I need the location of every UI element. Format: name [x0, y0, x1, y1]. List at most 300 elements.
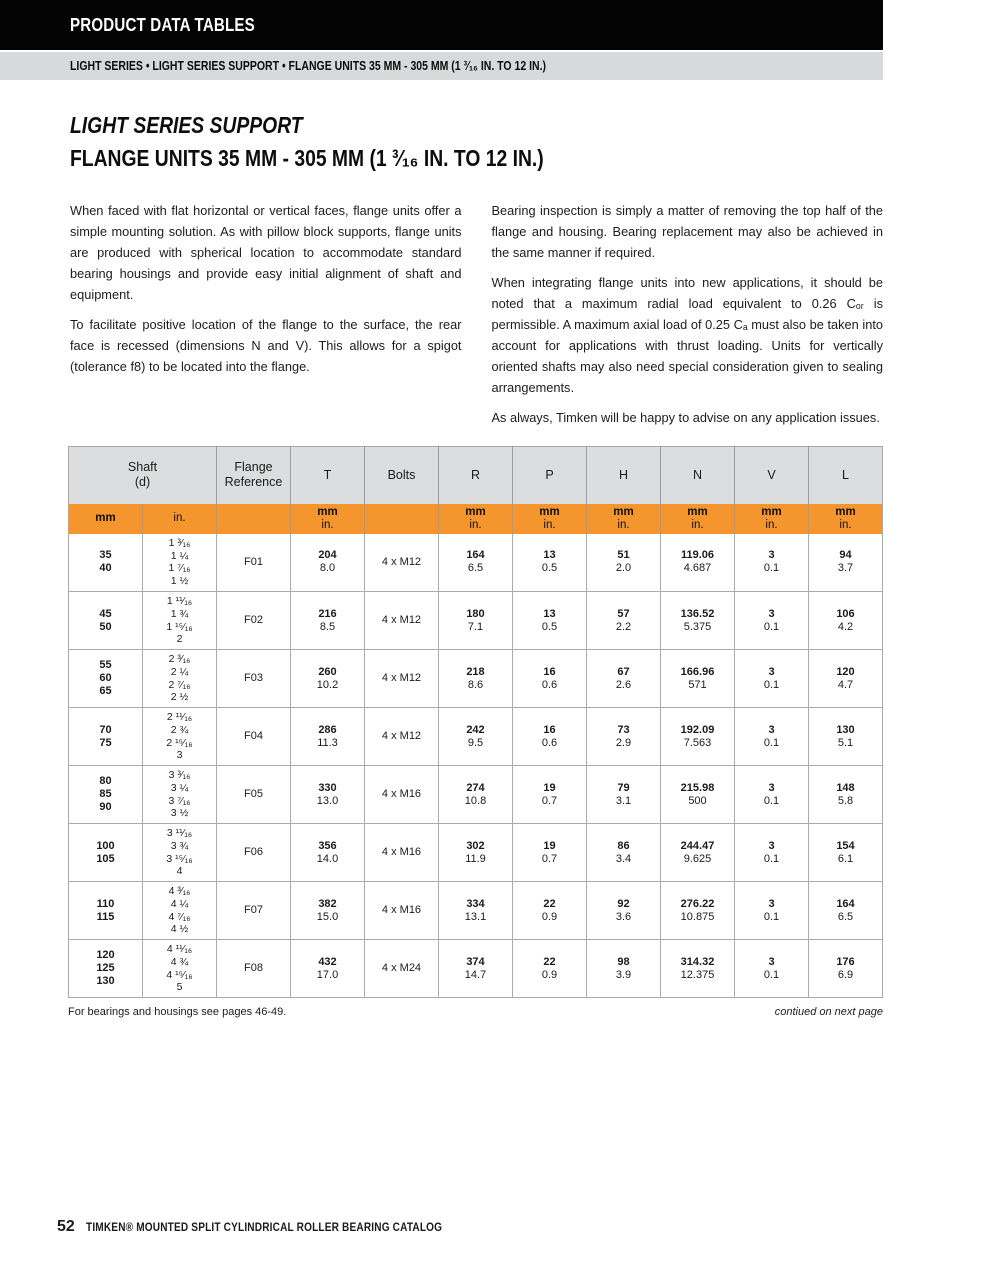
shaft-mm-value: 110 [96, 897, 115, 910]
shaft-mm-value: 130 [96, 975, 115, 987]
dimension-mm-value: 22 [543, 955, 556, 968]
dimension-in-value: 0.1 [763, 910, 780, 923]
dimension-mm-value: 244.47 [680, 839, 715, 852]
flange-reference-cell [217, 882, 291, 940]
shaft-in-value: 1 ¾ [170, 607, 189, 620]
dimension-mm-value: 166.96 [680, 665, 715, 678]
shaft-in-cell [143, 882, 217, 940]
dimension-v-cell [735, 708, 809, 766]
dimension-mm-value: 98 [617, 955, 630, 968]
catalog-title: TIMKEN® MOUNTED SPLIT CYLINDRICAL ROLLER BEARING CATALOG [85, 1220, 442, 1234]
dimension-mm-value: 374 [466, 955, 485, 968]
bolts-value: 4 x M12 [381, 555, 422, 568]
section-title-line2: FLANGE UNITS 35 MM - 305 MM (1 ³⁄₁₆ IN. TO 12 IN.) [70, 145, 544, 171]
shaft-in-value: 2 ¹¹⁄₁₆ [166, 711, 193, 724]
shaft-mm-cell [69, 534, 143, 592]
dimension-in-value: 3.1 [615, 794, 632, 807]
unit-cell: mm in. [735, 504, 809, 534]
dimension-in-value: 0.1 [763, 794, 780, 807]
dimension-mm-value: 51 [617, 549, 630, 562]
dimension-in-value: 17.0 [316, 968, 339, 981]
unit-cell: mm in. [439, 504, 513, 534]
table-row [69, 766, 883, 824]
dimension-mm-value: 120 [836, 665, 855, 678]
shaft-mm-value: 115 [96, 910, 115, 923]
dimension-in-value: 2.0 [615, 562, 632, 575]
flange-reference-cell [217, 940, 291, 998]
dimension-h-cell [587, 766, 661, 824]
dimension-in-value: 14.7 [464, 968, 487, 981]
dimension-mm-value: 79 [617, 781, 630, 794]
shaft-mm-cell [69, 592, 143, 650]
shaft-mm-cell [69, 766, 143, 824]
dimension-in-value: 0.9 [541, 968, 558, 981]
dimension-in-value: 5.375 [683, 620, 712, 633]
bolts-value: 4 x M16 [381, 788, 422, 800]
dimension-in-value: 9.625 [683, 852, 712, 865]
dimension-r-cell [439, 650, 513, 708]
shaft-mm-value: 35 [99, 549, 112, 562]
dimension-mm-value: 176 [836, 955, 855, 968]
dimension-in-value: 10.875 [680, 910, 715, 923]
flange-reference-value: F01 [244, 555, 263, 568]
dimension-n-cell [661, 824, 735, 882]
table-body [69, 534, 883, 998]
dimension-in-value: 11.9 [465, 852, 486, 865]
shaft-mm-value: 65 [99, 685, 112, 697]
table-footnotes [68, 1006, 883, 1018]
dimension-in-value: 3.6 [615, 910, 632, 923]
dimension-in-value: 5.8 [837, 794, 854, 807]
shaft-in-cell [143, 766, 217, 824]
bolts-value: 4 x M16 [381, 904, 422, 916]
dimension-t-cell [291, 824, 365, 882]
dimension-mm-value: 3 [768, 723, 775, 736]
col-header-l: L [809, 447, 883, 504]
shaft-mm-value: 85 [99, 788, 112, 800]
shaft-mm-value: 75 [99, 736, 112, 749]
shaft-in-cell [143, 824, 217, 882]
dimension-in-value: 0.7 [541, 852, 558, 865]
dimension-in-value: 0.1 [763, 968, 780, 981]
shaft-in-value: 2 ⁷⁄₁₆ [168, 678, 191, 691]
dimension-mm-value: 192.09 [680, 723, 715, 736]
dimension-t-cell [291, 940, 365, 998]
bolts-cell [365, 534, 439, 592]
bolts-cell [365, 882, 439, 940]
shaft-in-value: 2 ¹⁵⁄₁₆ [166, 736, 193, 749]
shaft-mm-value: 55 [99, 659, 112, 671]
dimension-in-value: 13.1 [464, 910, 487, 923]
dimension-p-cell [513, 592, 587, 650]
shaft-in-value: 4 [176, 865, 183, 878]
dimension-mm-value: 16 [543, 665, 556, 678]
dimension-mm-value: 382 [318, 897, 337, 910]
shaft-in-value: 4 ¼ [170, 897, 189, 910]
dimension-l-cell [809, 708, 883, 766]
dimension-v-cell [735, 824, 809, 882]
dimension-t-cell [291, 708, 365, 766]
dimension-t-cell [291, 534, 365, 592]
bolts-value: 4 x M12 [381, 614, 422, 626]
dimension-v-cell [735, 766, 809, 824]
shaft-in-value: 3 [176, 749, 183, 762]
dimension-v-cell [735, 592, 809, 650]
dimension-t-cell [291, 766, 365, 824]
dimension-in-value: 5.1 [837, 736, 854, 749]
dimension-p-cell [513, 766, 587, 824]
dimension-mm-value: 16 [543, 723, 556, 736]
dimension-mm-value: 302 [466, 839, 485, 852]
dimension-mm-value: 260 [318, 665, 337, 678]
breadcrumb-bar [0, 52, 883, 80]
flange-reference-value: F04 [244, 730, 263, 742]
shaft-in-value: 3 ½ [170, 807, 189, 820]
dimension-v-cell [735, 650, 809, 708]
unit-cell: mm in. [587, 504, 661, 534]
dimension-mm-value: 3 [768, 781, 775, 794]
dimension-l-cell [809, 882, 883, 940]
dimension-mm-value: 204 [318, 549, 337, 562]
dimension-in-value: 0.1 [763, 678, 780, 691]
shaft-in-value: 2 ¾ [170, 723, 189, 736]
dimension-r-cell [439, 592, 513, 650]
dimension-r-cell [439, 766, 513, 824]
dimension-in-value: 571 [688, 678, 707, 691]
dimension-p-cell [513, 882, 587, 940]
bolts-value: 4 x M12 [381, 672, 422, 684]
dimension-in-value: 3.9 [615, 968, 632, 981]
dimension-in-value: 15.0 [316, 910, 339, 923]
dimension-in-value: 0.1 [763, 620, 780, 633]
shaft-mm-value: 60 [99, 672, 112, 684]
flange-reference-cell [217, 824, 291, 882]
shaft-in-value: 3 ¾ [170, 839, 189, 852]
dimension-t-cell [291, 882, 365, 940]
shaft-mm-value: 100 [96, 839, 115, 852]
dimension-mm-value: 148 [836, 781, 855, 794]
shaft-in-value: 1 ⁷⁄₁₆ [168, 562, 191, 575]
intro-text [70, 200, 883, 437]
dimension-mm-value: 218 [466, 665, 485, 678]
dimension-in-value: 7.1 [467, 620, 484, 633]
intro-paragraph: As always, Timken will be happy to advise on any application issues. [491, 410, 880, 425]
dimension-in-value: 11.3 [317, 736, 338, 749]
shaft-in-value: 1 ¹¹⁄₁₆ [166, 595, 193, 608]
bolts-value: 4 x M16 [381, 846, 422, 858]
shaft-mm-cell [69, 940, 143, 998]
intro-column-right [492, 200, 884, 437]
dimension-in-value: 0.5 [541, 620, 558, 633]
dimension-mm-value: 67 [617, 665, 630, 678]
dimension-in-value: 0.7 [541, 794, 558, 807]
unit-cell: mm in. [291, 504, 365, 534]
intro-paragraph: When integrating flange units into new applications, it should be noted that a maximum radial load equivalent to 0.26 Cₒᵣ is permissible. A maximum axial load of 0.25 Cₐ must also be taken into account for applications with thrust loading. Units for vertically oriented shafts may also need special consideration given to sealing arrangements. [491, 275, 883, 395]
column-header-row [69, 447, 883, 504]
dimension-mm-value: 3 [768, 897, 775, 910]
dimension-in-value: 2.2 [615, 620, 632, 633]
shaft-mm-value: 105 [96, 852, 115, 865]
dimension-mm-value: 19 [543, 781, 556, 794]
dimension-in-value: 6.5 [837, 910, 854, 923]
bolts-cell [365, 824, 439, 882]
dimension-l-cell [809, 534, 883, 592]
shaft-in-cell [143, 940, 217, 998]
dimension-mm-value: 86 [617, 839, 630, 852]
dimension-h-cell [587, 650, 661, 708]
col-header-t: T [291, 447, 365, 504]
shaft-mm-value: 40 [99, 562, 112, 575]
shaft-in-value: 4 ³⁄₁₆ [168, 885, 191, 898]
product-data-table [68, 446, 883, 998]
dimension-n-cell [661, 766, 735, 824]
bolts-value: 4 x M24 [381, 962, 422, 974]
shaft-in-value: 4 ⁷⁄₁₆ [168, 910, 191, 923]
shaft-in-value: 2 ¼ [170, 665, 189, 678]
shaft-mm-cell [69, 882, 143, 940]
flange-reference-value: F05 [244, 788, 263, 800]
shaft-in-value: 4 ¾ [170, 955, 189, 968]
table-row [69, 592, 883, 650]
dimension-n-cell [661, 882, 735, 940]
unit-cell-shaft-in: in. [143, 504, 217, 534]
dimension-r-cell [439, 824, 513, 882]
shaft-mm-value: 70 [99, 723, 112, 736]
unit-cell: mm in. [513, 504, 587, 534]
section-title-line1: LIGHT SERIES SUPPORT [70, 112, 303, 138]
dimension-in-value: 12.375 [680, 968, 715, 981]
shaft-in-cell [143, 534, 217, 592]
shaft-mm-value: 125 [96, 962, 115, 974]
dimension-mm-value: 73 [617, 723, 630, 736]
intro-paragraph: To facilitate positive location of the flange to the surface, the rear face is recessed (dimensions N and V). This allows for a spigot (tolerance f8) to be located into the flange. [70, 317, 462, 374]
dimension-in-value: 500 [688, 794, 707, 807]
table-row [69, 534, 883, 592]
dimension-r-cell [439, 882, 513, 940]
dimension-mm-value: 215.98 [680, 781, 715, 794]
dimension-mm-value: 92 [617, 897, 630, 910]
dimension-l-cell [809, 766, 883, 824]
dimension-in-value: 0.5 [541, 562, 558, 575]
col-header-n: N [661, 447, 735, 504]
dimension-l-cell [809, 650, 883, 708]
dimension-mm-value: 356 [318, 839, 337, 852]
dimension-mm-value: 106 [836, 607, 855, 620]
dimension-mm-value: 3 [768, 665, 775, 678]
dimension-v-cell [735, 534, 809, 592]
shaft-in-value: 5 [176, 981, 183, 994]
shaft-in-cell [143, 592, 217, 650]
dimension-mm-value: 19 [543, 839, 556, 852]
dimension-h-cell [587, 940, 661, 998]
dimension-h-cell [587, 534, 661, 592]
col-header-shaft: Shaft (d) [69, 447, 217, 504]
dimension-h-cell [587, 592, 661, 650]
dimension-mm-value: 164 [836, 897, 855, 910]
bolts-cell [365, 592, 439, 650]
table-row [69, 824, 883, 882]
footnote-bearings: For bearings and housings see pages 46-49. [68, 1006, 287, 1018]
dimension-mm-value: 130 [836, 723, 855, 736]
dimension-l-cell [809, 592, 883, 650]
unit-cell: mm in. [809, 504, 883, 534]
flange-reference-cell [217, 766, 291, 824]
dimension-in-value: 4.7 [837, 678, 854, 691]
col-header-r: R [439, 447, 513, 504]
intro-paragraph: When faced with flat horizontal or vertical faces, flange units offer a simple mounting solution. As with pillow block supports, flange units are produced with spherical location to accommodate standard bearing housings and provide easy initial alignment of shaft and equipment. [70, 203, 462, 302]
flange-reference-value: F06 [244, 846, 263, 858]
shaft-in-value: 3 ³⁄₁₆ [168, 769, 191, 782]
unit-cell-shaft-mm: mm [69, 504, 143, 534]
dimension-in-value: 9.5 [467, 736, 484, 749]
table-row [69, 650, 883, 708]
bolts-cell [365, 708, 439, 766]
dimension-in-value: 10.2 [316, 678, 339, 691]
dimension-mm-value: 314.32 [680, 955, 715, 968]
bolts-cell [365, 940, 439, 998]
dimension-l-cell [809, 940, 883, 998]
dimension-p-cell [513, 650, 587, 708]
dimension-r-cell [439, 940, 513, 998]
flange-reference-cell [217, 708, 291, 766]
shaft-in-value: 1 ³⁄₁₆ [168, 537, 191, 550]
shaft-in-value: 2 [176, 633, 183, 646]
shaft-in-cell [143, 708, 217, 766]
unit-cell: mm in. [661, 504, 735, 534]
dimension-mm-value: 164 [466, 549, 485, 562]
dimension-in-value: 3.7 [837, 562, 854, 575]
shaft-in-value: 1 ½ [170, 574, 189, 587]
dimension-h-cell [587, 708, 661, 766]
dimension-in-value: 2.6 [615, 678, 632, 691]
shaft-in-cell [143, 650, 217, 708]
col-header-flange-reference: Flange Reference [217, 447, 291, 504]
dimension-mm-value: 136.52 [680, 607, 715, 620]
page-number: 52 [57, 1218, 75, 1235]
flange-reference-value: F08 [244, 962, 263, 974]
unit-header-row [69, 504, 883, 534]
shaft-in-value: 3 ¹¹⁄₁₆ [166, 827, 193, 840]
flange-reference-value: F03 [244, 672, 263, 684]
shaft-in-value: 3 ⁷⁄₁₆ [168, 794, 191, 807]
shaft-in-value: 4 ½ [170, 923, 189, 936]
dimension-in-value: 0.1 [763, 852, 780, 865]
dimension-in-value: 8.0 [319, 562, 336, 575]
dimension-in-value: 0.6 [541, 678, 558, 691]
breadcrumb: LIGHT SERIES • LIGHT SERIES SUPPORT • FLANGE UNITS 35 MM - 305 MM (1 ³⁄₁₆ IN. TO 12 IN.) [70, 59, 547, 73]
flange-reference-cell [217, 650, 291, 708]
dimension-v-cell [735, 940, 809, 998]
shaft-in-value: 4 ¹¹⁄₁₆ [166, 943, 193, 956]
dimension-p-cell [513, 940, 587, 998]
dimension-mm-value: 22 [543, 897, 556, 910]
dimension-l-cell [809, 824, 883, 882]
dimension-mm-value: 286 [318, 723, 337, 736]
dimension-in-value: 6.1 [837, 852, 854, 865]
dimension-mm-value: 216 [318, 607, 337, 620]
unit-cell-blank [365, 504, 439, 534]
shaft-in-value: 2 ½ [170, 691, 189, 704]
dimension-mm-value: 3 [768, 549, 775, 562]
dimension-in-value: 0.9 [541, 910, 558, 923]
page-footer [57, 1218, 510, 1236]
shaft-in-value: 1 ¹⁵⁄₁₆ [166, 620, 193, 633]
dimension-h-cell [587, 882, 661, 940]
dimension-in-value: 14.0 [316, 852, 339, 865]
shaft-in-value: 3 ¼ [170, 781, 189, 794]
dimension-in-value: 4.2 [837, 620, 854, 633]
dimension-n-cell [661, 534, 735, 592]
dimension-p-cell [513, 534, 587, 592]
flange-reference-cell [217, 534, 291, 592]
flange-reference-value: F02 [244, 614, 263, 626]
shaft-mm-cell [69, 708, 143, 766]
dimension-t-cell [291, 592, 365, 650]
dimension-r-cell [439, 534, 513, 592]
bolts-cell [365, 650, 439, 708]
shaft-mm-value: 80 [99, 775, 112, 787]
shaft-in-value: 3 ¹⁵⁄₁₆ [166, 852, 193, 865]
dimension-in-value: 6.5 [467, 562, 484, 575]
dimension-v-cell [735, 882, 809, 940]
dimension-mm-value: 94 [839, 549, 852, 562]
dimension-t-cell [291, 650, 365, 708]
dimension-in-value: 3.4 [615, 852, 632, 865]
dimension-in-value: 10.8 [464, 794, 487, 807]
bolts-cell [365, 766, 439, 824]
flange-reference-value: F07 [244, 904, 263, 916]
table-row [69, 708, 883, 766]
dimension-mm-value: 274 [466, 781, 485, 794]
dimension-mm-value: 3 [768, 607, 775, 620]
shaft-mm-value: 120 [96, 949, 115, 961]
dimension-in-value: 6.9 [837, 968, 854, 981]
dimension-mm-value: 334 [466, 897, 485, 910]
shaft-mm-value: 50 [99, 620, 112, 633]
dimension-p-cell [513, 824, 587, 882]
dimension-in-value: 7.563 [683, 736, 712, 749]
bolts-value: 4 x M12 [381, 730, 422, 742]
dimension-r-cell [439, 708, 513, 766]
shaft-mm-cell [69, 824, 143, 882]
col-header-p: P [513, 447, 587, 504]
col-header-bolts: Bolts [365, 447, 439, 504]
dimension-n-cell [661, 650, 735, 708]
dimension-mm-value: 13 [543, 607, 556, 620]
dimension-h-cell [587, 824, 661, 882]
dimension-mm-value: 119.06 [680, 549, 715, 562]
flange-reference-cell [217, 592, 291, 650]
unit-cell-blank [217, 504, 291, 534]
dimension-in-value: 0.1 [763, 736, 780, 749]
dimension-p-cell [513, 708, 587, 766]
shaft-in-value: 1 ¼ [170, 549, 189, 562]
dimension-mm-value: 276.22 [680, 897, 715, 910]
table-row [69, 882, 883, 940]
col-header-v: V [735, 447, 809, 504]
shaft-mm-value: 90 [99, 801, 112, 813]
shaft-in-value: 4 ¹⁵⁄₁₆ [166, 968, 193, 981]
table-row [69, 940, 883, 998]
dimension-in-value: 2.9 [615, 736, 632, 749]
dimension-mm-value: 3 [768, 839, 775, 852]
dimension-mm-value: 180 [466, 607, 485, 620]
dimension-in-value: 8.5 [319, 620, 336, 633]
page-header-bar [0, 0, 883, 50]
intro-paragraph: Bearing inspection is simply a matter of removing the top half of the flange and housing. Bearing replacement may also be achieved in the same manner if required. [491, 203, 883, 260]
dimension-mm-value: 154 [836, 839, 855, 852]
dimension-in-value: 0.1 [763, 562, 780, 575]
